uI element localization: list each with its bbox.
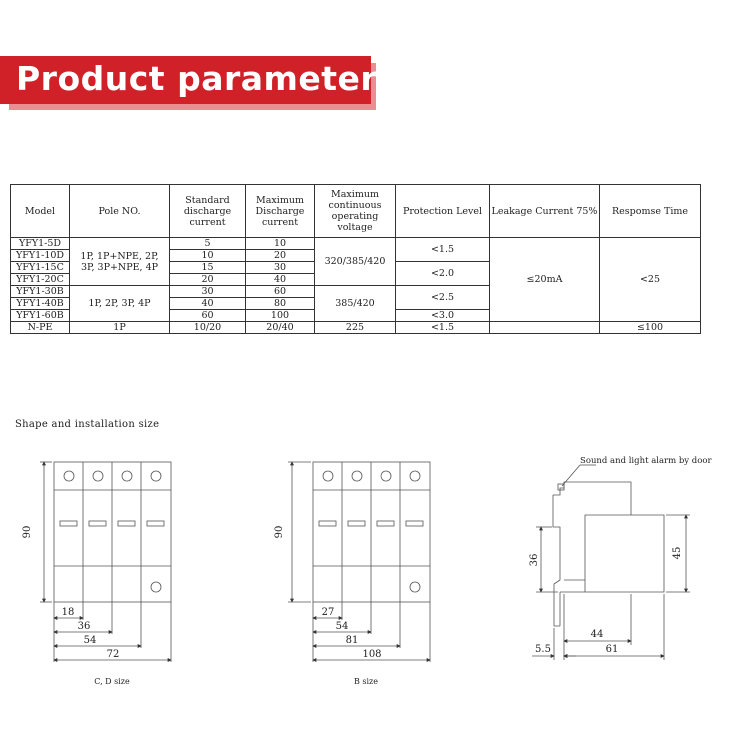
model-cell: YFY1-10D (11, 250, 70, 262)
cd-height-label: 90 (22, 525, 33, 539)
voltage-cell: 320/385/420 (315, 238, 396, 286)
standard-cell: 15 (170, 262, 246, 274)
maximum-cell: 10 (246, 238, 315, 250)
maximum-cell: 20/40 (246, 322, 315, 334)
model-cell: YFY1-60B (11, 310, 70, 322)
b-caption: B size (353, 677, 379, 686)
header-maximum: Maximum Discharge current (246, 185, 315, 238)
b-body (313, 462, 430, 602)
model-cell: N-PE (11, 322, 70, 334)
model-cell: YFY1-30B (11, 286, 70, 298)
standard-cell: 40 (170, 298, 246, 310)
maximum-cell: 80 (246, 298, 315, 310)
side-view-drawing (532, 465, 690, 660)
standard-cell: 10 (170, 250, 246, 262)
model-cell: YFY1-15C (11, 262, 70, 274)
side-dim-label: 44 (590, 629, 604, 640)
section-title: Shape and installation size (15, 419, 160, 430)
model-cell: YFY1-40B (11, 298, 70, 310)
voltage-cell: 225 (315, 322, 396, 334)
model-cell: YFY1-5D (11, 238, 70, 250)
header-voltage: Maximum continuous operating voltage (315, 185, 396, 238)
cd-dim-label: 72 (106, 649, 120, 660)
din-clip (553, 495, 560, 626)
header-protection: Protection Level (396, 185, 490, 238)
leakage-cell: ≤20mA (490, 238, 600, 322)
page-title: Product parameters (16, 59, 398, 98)
maximum-cell: 100 (246, 310, 315, 322)
b-dim-label: 27 (321, 607, 335, 618)
b-size-drawing (288, 462, 430, 662)
header-standard: Standard discharge current (170, 185, 246, 238)
model-cell: YFY1-20C (11, 274, 70, 286)
standard-cell: 10/20 (170, 322, 246, 334)
maximum-cell: 20 (246, 250, 315, 262)
cd-dim-label: 18 (61, 607, 75, 618)
header-response: Respomse Time (600, 185, 701, 238)
header-leakage: Leakage Current 75% (490, 185, 600, 238)
alarm-label: Sound and light alarm by door (580, 456, 712, 466)
b-dim-label: 54 (335, 621, 349, 632)
maximum-cell: 60 (246, 286, 315, 298)
header-pole: Pole NO. (70, 185, 170, 238)
protection-cell: <2.0 (396, 262, 490, 286)
maximum-cell: 40 (246, 274, 315, 286)
cd-dim-label: 54 (83, 635, 97, 646)
protection-cell: <1.5 (396, 322, 490, 334)
cd-body (54, 462, 171, 602)
voltage-cell: 385/420 (315, 286, 396, 322)
side-dim-label: 5.5 (535, 644, 551, 655)
pole-cell: 1P (70, 322, 170, 334)
protection-cell: <2.5 (396, 286, 490, 310)
b-dim-label: 81 (345, 635, 359, 646)
side-dim-label: 61 (605, 644, 619, 655)
standard-cell: 60 (170, 310, 246, 322)
side-dim-label: 36 (529, 553, 540, 567)
cd-caption: C, D size (94, 677, 130, 686)
pole-cell: 1P, 2P, 3P, 4P (70, 286, 170, 322)
maximum-cell: 30 (246, 262, 315, 274)
b-height-label: 90 (274, 525, 285, 539)
cd-size-drawing (40, 462, 171, 662)
protection-cell: <3.0 (396, 310, 490, 322)
cd-dim-label: 36 (77, 621, 91, 632)
pole-cell: 1P, 1P+NPE, 2P, 3P, 3P+NPE, 4P (70, 238, 170, 286)
standard-cell: 30 (170, 286, 246, 298)
response-cell: <25 (600, 238, 701, 322)
header-model: Model (11, 185, 70, 238)
protection-cell: <1.5 (396, 238, 490, 262)
standard-cell: 5 (170, 238, 246, 250)
response-cell: ≤100 (600, 322, 701, 334)
b-dim-label: 108 (362, 649, 382, 660)
standard-cell: 20 (170, 274, 246, 286)
side-dim-label: 45 (672, 546, 683, 560)
